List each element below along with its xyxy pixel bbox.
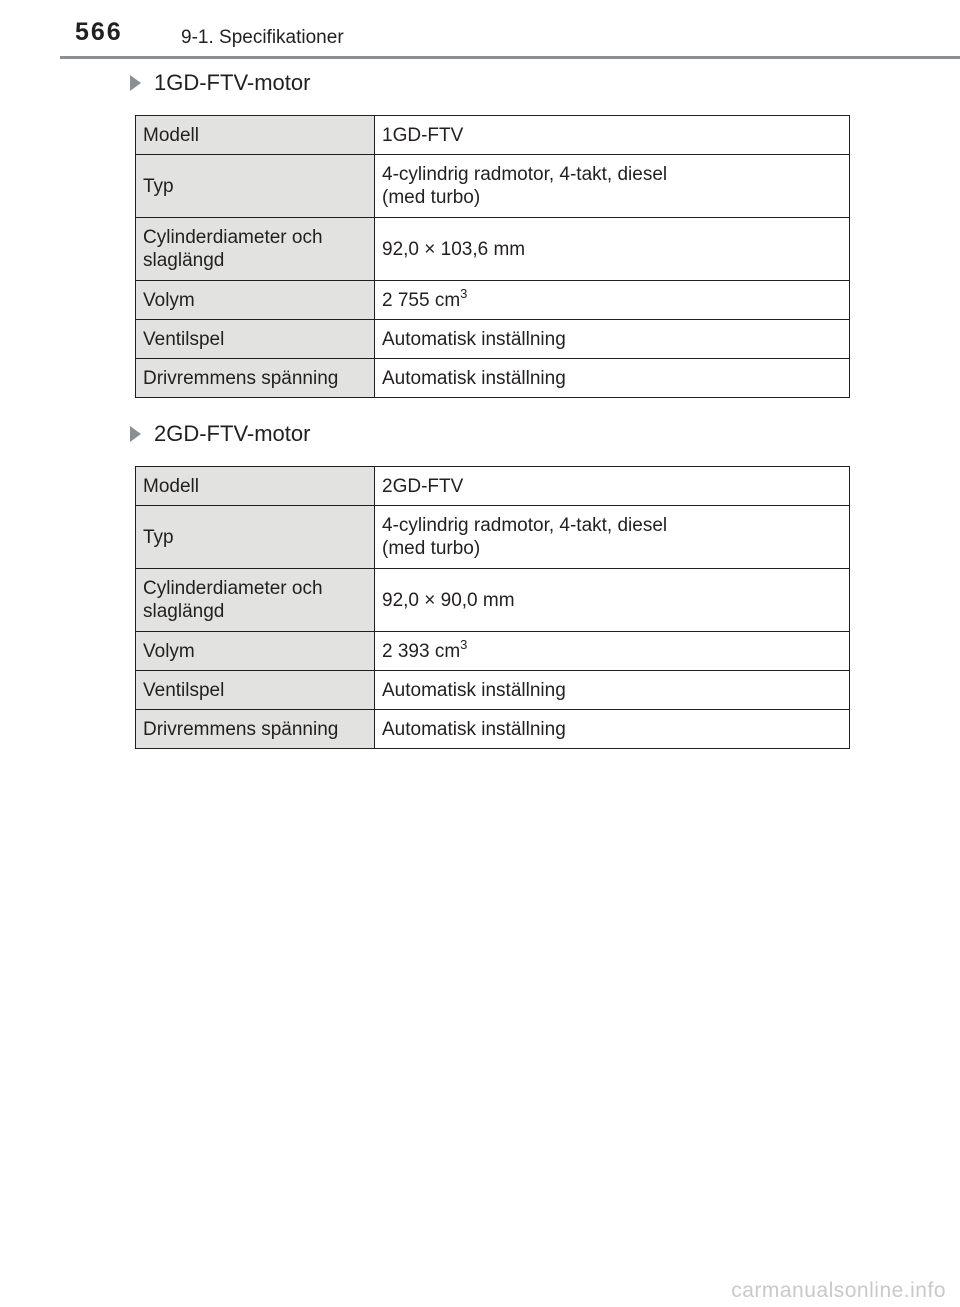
row-label: Ventilspel [136,320,375,359]
section-title: 9-1. Specifikationer [181,27,344,48]
row-label-line: Cylinderdiameter och [143,578,323,599]
row-label: Modell [136,467,375,506]
row-value: Automatisk inställning [375,320,850,359]
row-label: Typ [136,155,375,218]
superscript: 3 [460,285,468,301]
triangle-bullet-icon [130,75,141,91]
row-value [375,632,850,671]
row-label: Ventilspel [136,671,375,710]
table-row [136,569,850,632]
table-row [136,506,850,569]
row-label: Drivremmens spänning [136,359,375,398]
table-row [136,710,850,749]
engine-heading-label: 2GD-FTV-motor [154,421,311,446]
table-row [136,359,850,398]
spec-table-1gd [135,115,850,398]
superscript: 3 [460,636,468,652]
row-value [375,155,850,218]
row-label-line: Cylinderdiameter och [143,227,323,248]
row-label [136,569,375,632]
row-value: 1GD-FTV [375,116,850,155]
row-value-text: 2 393 cm [382,640,461,662]
triangle-bullet-icon [130,426,141,442]
row-value [375,506,850,569]
page-header [0,0,960,62]
row-label-line: slaglängd [143,250,225,271]
watermark: carmanualsonline.info [731,1279,946,1302]
row-value: 2GD-FTV [375,467,850,506]
page-number: 566 [75,18,123,46]
row-label-line: slaglängd [143,601,225,622]
row-value-line: 4-cylindrig radmotor, 4-takt, diesel [382,515,668,536]
header-divider [60,56,960,59]
engine-heading-1gd [130,70,310,96]
table-row [136,467,850,506]
row-label: Drivremmens spänning [136,710,375,749]
row-value: 92,0 × 90,0 mm [375,569,850,632]
row-label: Volym [136,281,375,320]
table-row [136,116,850,155]
row-value: Automatisk inställning [375,359,850,398]
row-value-line: (med turbo) [382,187,481,208]
engine-heading-2gd [130,421,310,447]
row-label: Typ [136,506,375,569]
table-row [136,632,850,671]
table-row [136,281,850,320]
table-row [136,155,850,218]
table-row [136,671,850,710]
row-value-line: 4-cylindrig radmotor, 4-takt, diesel [382,164,668,185]
row-value [375,281,850,320]
spec-table-2gd [135,466,850,749]
row-value: Automatisk inställning [375,671,850,710]
row-label: Modell [136,116,375,155]
row-value-text: 2 755 cm [382,289,461,311]
engine-heading-label: 1GD-FTV-motor [154,70,311,95]
table-row [136,320,850,359]
table-row [136,218,850,281]
row-label: Volym [136,632,375,671]
row-label [136,218,375,281]
row-value: Automatisk inställning [375,710,850,749]
row-value-line: (med turbo) [382,538,481,559]
row-value: 92,0 × 103,6 mm [375,218,850,281]
